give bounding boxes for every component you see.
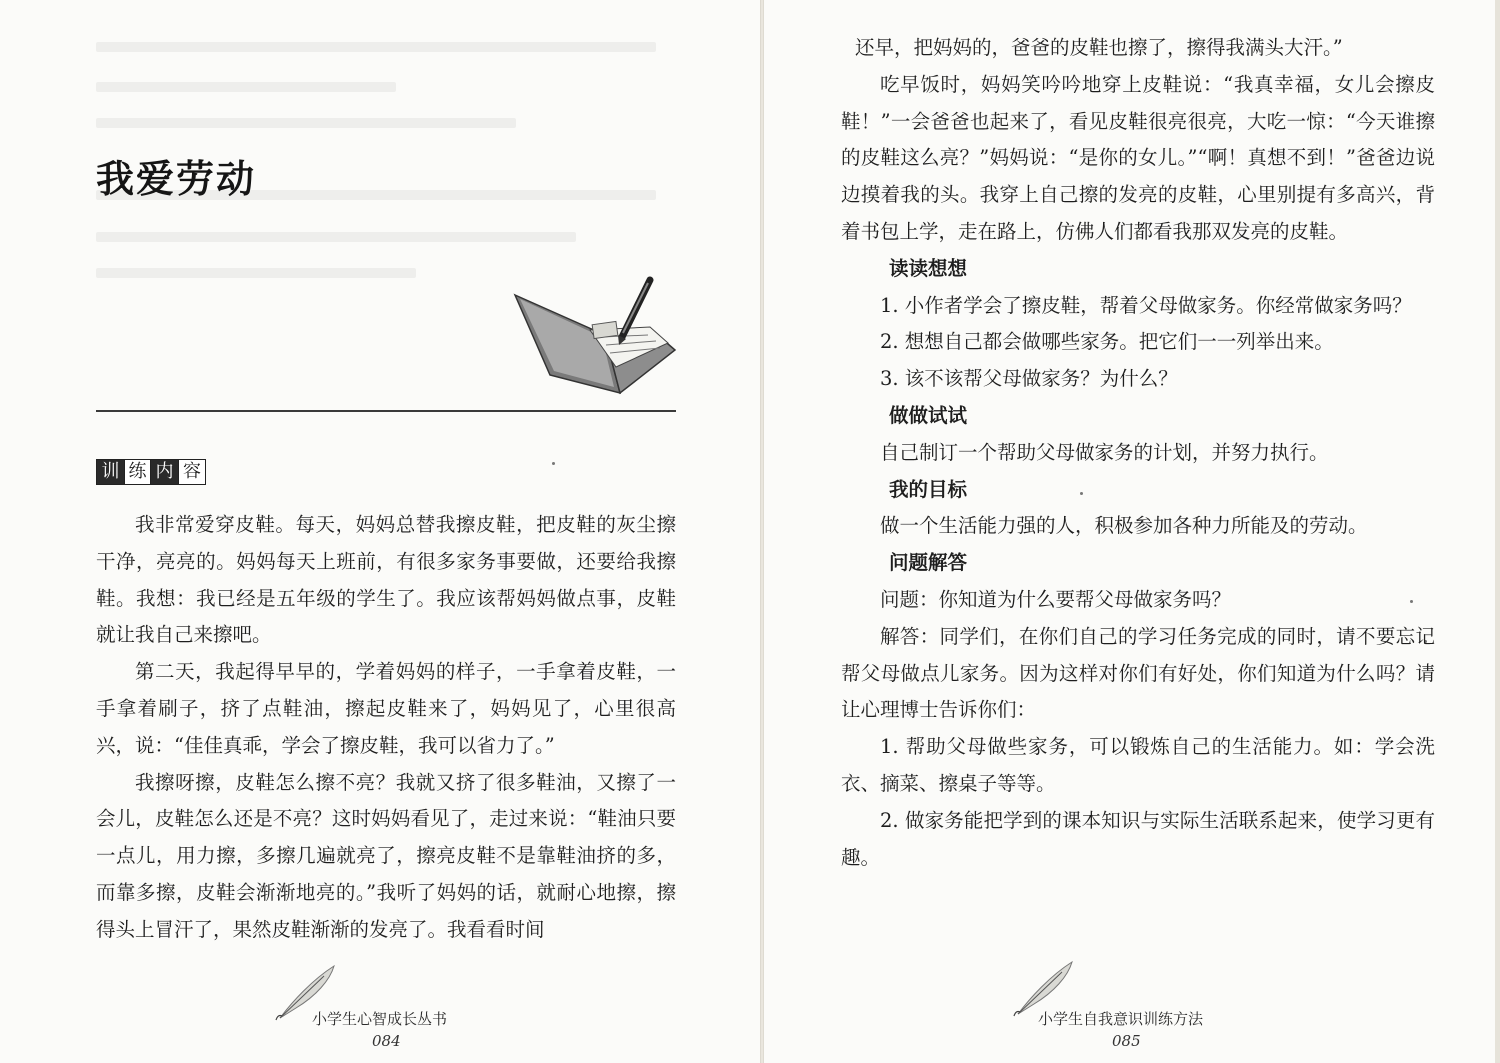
right-page-text <box>841 30 1435 876</box>
tag-char: 练 <box>124 460 151 484</box>
try-text: 自己制订一个帮助父母做家务的计划，并努力执行。 <box>880 440 1329 464</box>
training-content-tag <box>96 459 206 485</box>
show-through-line <box>96 42 656 52</box>
question-item: 1. 小作者学会了擦皮鞋，帮着父母做家务。你经常做家务吗？ <box>880 293 1412 317</box>
page-edge <box>1495 0 1500 1063</box>
question-item: 3. 该不该帮父母做家务？为什么？ <box>880 367 1178 391</box>
qa-question: 问题：你知道为什么要帮父母做家务吗？ <box>880 587 1232 611</box>
page-number: 084 <box>372 1032 401 1050</box>
show-through-line <box>96 232 576 242</box>
section-heading-goal: 我的目标 <box>889 477 968 501</box>
scan-speck <box>552 462 555 465</box>
section-heading-try: 做做试试 <box>889 403 968 427</box>
show-through-line <box>96 82 396 92</box>
footer-series-title: 小学生心智成长丛书 <box>312 1010 448 1028</box>
title-divider <box>96 410 676 412</box>
story-paragraph: 我擦呀擦，皮鞋怎么擦不亮？我就又挤了很多鞋油，又擦了一会儿，皮鞋怎么还是不亮？这时妈妈看见了，走过来说：“鞋油只要一点儿，用力擦，多擦几遍就亮了，擦亮皮鞋不是靠鞋油挤的多，而靠多擦，皮鞋会渐渐地亮的。”我听了妈妈的话，就耐心地擦，擦得头上冒汗了，果然皮鞋渐渐的发亮了。我看看时间 <box>96 770 676 941</box>
qa-answer: 解答：同学们，在你们自己的学习任务完成的同时，请不要忘记帮父母做点儿家务。因为这样对你们有好处，你们知道为什么吗？请让心理博士告诉你们： <box>841 624 1435 722</box>
qa-point: 1. 帮助父母做些家务，可以锻炼自己的生活能力。如：学会洗衣、摘菜、擦桌子等等。 <box>841 735 1435 795</box>
show-through-line <box>96 118 516 128</box>
goal-text: 做一个生活能力强的人，积极参加各种力所能及的劳动。 <box>880 514 1368 538</box>
page-title: 我爱劳动 <box>96 156 257 201</box>
book-pen-illustration <box>510 275 680 400</box>
footer-series-title: 小学生自我意识训练方法 <box>1038 1010 1204 1028</box>
section-heading-qa: 问题解答 <box>889 551 968 575</box>
tag-char: 训 <box>97 460 124 484</box>
story-text <box>96 507 676 949</box>
tag-char: 容 <box>178 460 205 484</box>
story-continuation: 还早，把妈妈的，爸爸的皮鞋也擦了，擦得我满头大汗。” <box>855 36 1343 59</box>
qa-point: 2. 做家务能把学到的课本知识与实际生活联系起来，使学习更有趣。 <box>841 808 1435 869</box>
tag-char: 内 <box>151 460 178 484</box>
story-paragraph: 吃早饭时，妈妈笑吟吟地穿上皮鞋说：“我真幸福，女儿会擦皮鞋！”一会爸爸也起来了，看见皮鞋很亮很亮，大吃一惊：“今天谁擦的皮鞋这么亮？”妈妈说：“是你的女儿。”“啊！真想不到！”爸爸边说边摸着我的头。我穿上自己擦的发亮的皮鞋，心里别提有多高兴，背着书包上学，走在路上，仿佛人们都看我那双发亮的皮鞋。 <box>841 72 1435 243</box>
section-heading-read: 读读想想 <box>889 256 968 280</box>
story-paragraph: 第二天，我起得早早的，学着妈妈的样子，一手拿着皮鞋，一手拿着刷子，挤了点鞋油，擦起皮鞋来了，妈妈见了，心里很高兴，说：“佳佳真乖，学会了擦皮鞋，我可以省力了。” <box>96 660 676 757</box>
page-number: 085 <box>1112 1032 1141 1050</box>
show-through-line <box>96 268 416 278</box>
story-paragraph: 我非常爱穿皮鞋。每天，妈妈总替我擦皮鞋，把皮鞋的灰尘擦干净，亮亮的。妈妈每天上班前，有很多家务事要做，还要给我擦鞋。我想：我已经是五年级的学生了。我应该帮妈妈做点事，皮鞋就让我自己来擦吧。 <box>96 513 676 647</box>
question-item: 2. 想想自己都会做哪些家务。把它们一一列举出来。 <box>880 330 1334 354</box>
